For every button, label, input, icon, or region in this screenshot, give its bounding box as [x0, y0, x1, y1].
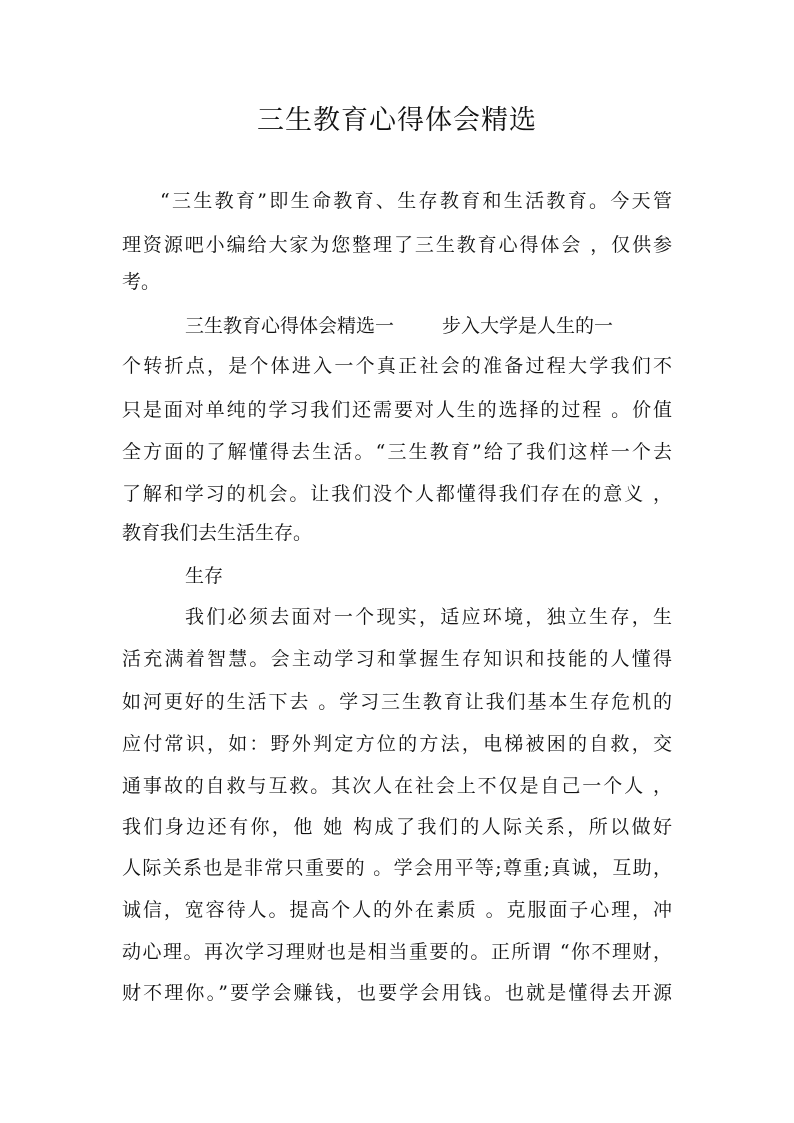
section-one-line-2: 个转折点，是个体进入一个真正社会的准备过程大学我们不 — [122, 355, 672, 377]
body-line-7: 人际关系也是非常只重要的 。学会用平等;尊重;真诚，互助， — [122, 857, 672, 879]
document-title: 三生教育心得体会精选 — [257, 105, 537, 136]
section-one-line-3: 只是面对单纯的学习我们还需要对人生的选择的过程 。价值 — [122, 399, 672, 421]
body-line-8: 诚信，宽容待人。提高个人的外在素质 。克服面子心理，冲 — [122, 899, 672, 921]
section-one-line-5: 了解和学习的机会。让我们没个人都懂得我们存在的意义 ， — [122, 483, 672, 505]
body-line-10: 财不理你。”要学会赚钱，也要学会用钱。也就是懂得去开源 — [122, 982, 672, 1004]
section-subheading: 生存 — [185, 565, 224, 587]
intro-line-2: 理资源吧小编给大家为您整理了三生教育心得体会 ，仅供参 — [122, 234, 672, 256]
body-line-5: 通事故的自救与互救。其次人在社会上不仅是自己一个人 ， — [122, 775, 672, 797]
body-line-9: 动心理。再次学习理财也是相当重要的。正所谓 “你不理财， — [122, 941, 672, 963]
section-one-first-line — [185, 310, 672, 342]
body-line-4: 应付常识，如：野外判定方位的方法，电梯被困的自救，交 — [122, 733, 672, 755]
section-one-heading: 三生教育心得体会精选一 — [185, 315, 395, 337]
section-one-line-4: 全方面的了解懂得去生活。“三生教育”给了我们这样一个去 — [122, 441, 672, 463]
body-line-6: 我们身边还有你，他 她 构成了我们的人际关系，所以做好 — [122, 816, 672, 838]
section-one-line-6: 教育我们去生活生存。 — [122, 522, 313, 544]
body-line-2: 活充满着智慧。会主动学习和掌握生存知识和技能的人懂得 — [122, 648, 672, 670]
intro-line-1: “三生教育”即生命教育、生存教育和生活教育。今天管 — [160, 190, 672, 212]
section-one-first-line-text: 步入大学是人生的一 — [442, 315, 614, 337]
intro-line-3: 考。 — [122, 271, 161, 293]
body-line-3: 如河更好的生活下去 。学习三生教育让我们基本生存危机的 — [122, 691, 672, 713]
body-line-1: 我们必须去面对一个现实，适应环境，独立生存，生 — [185, 606, 672, 628]
